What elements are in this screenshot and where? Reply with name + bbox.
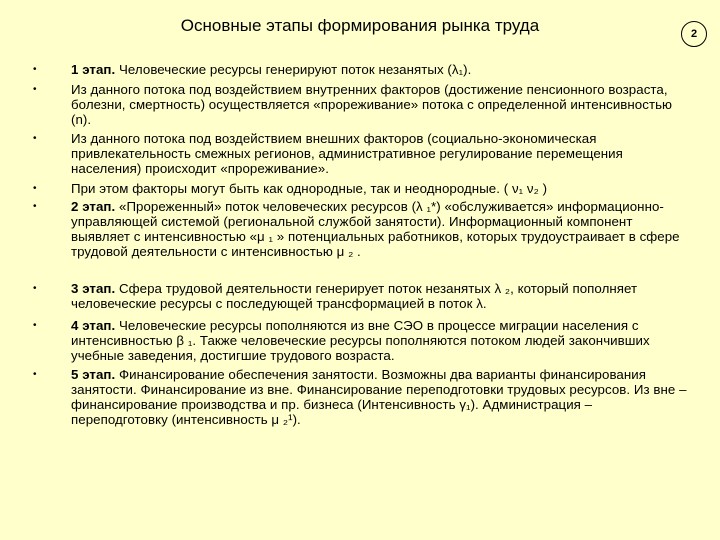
bullet-item-stage-2: [33, 199, 687, 259]
bullet-text: «Прореженный» поток человеческих ресурсов (λ ₁*) «обслуживается» информационно-управляющей системой (региональной службой занятости). Информационный компонент выявляет с интенсивностью «μ ₁ » потенциальных работников, которых трудоустраивает в сфере трудовой деятельности с интенсивностью μ ₂ .: [71, 199, 680, 259]
bullet-lead: 5 этап.: [71, 367, 116, 382]
bullet-icon: •: [33, 283, 37, 294]
bullet-item-stage-1: [33, 62, 687, 77]
bullet-icon: •: [33, 369, 37, 380]
bullet-item-factor-types: [33, 181, 687, 196]
bullet-lead: 2 этап.: [71, 199, 116, 214]
bullet-item-stage-5: [33, 367, 687, 427]
bullet-item-stage-4: [33, 318, 687, 363]
bullet-item-internal-factors: [33, 82, 687, 127]
bullet-text: При этом факторы могут быть как однородные, так и неоднородные. ( ν₁ ν₂ ): [71, 181, 548, 196]
bullet-text: Человеческие ресурсы пополняются из вне СЭО в процессе миграции населения с интенсивностью β ₁. Также человеческие ресурсы пополняются потоком людей закончивших учебные заведения, достигшие трудового возраста.: [71, 318, 650, 363]
bullet-icon: •: [33, 320, 37, 331]
bullet-icon: •: [33, 84, 37, 95]
bullet-icon: •: [33, 133, 37, 144]
bullet-item-external-factors: [33, 131, 687, 176]
bullet-lead: 3 этап.: [71, 281, 116, 296]
bullet-lead: 4 этап.: [71, 318, 116, 333]
bullet-text: Из данного потока под воздействием внутренних факторов (достижение пенсионного возраста, болезни, смертность) осуществляется «прореживание» потока с определенной интенсивностью (n).: [71, 82, 673, 127]
slide-title: Основные этапы формирования рынка труда: [180, 16, 540, 35]
page-number-badge: 2: [681, 21, 707, 47]
bullet-text: Сфера трудовой деятельности генерирует поток незанятых λ ₂, который пополняет человеческие ресурсы с последующей трансформацией в поток λ.: [71, 281, 638, 311]
bullet-lead: 1 этап.: [71, 62, 116, 77]
bullet-text: Финансирование обеспечения занятости. Возможны два варианты финансирования занятости. Финансирование из вне. Финансирование переподготовки трудовых ресурсов. Из вне – финансирование производства и пр. бизнеса (Интенсивность γ₁). Администрация – переподготовку (интенсивность μ ₂¹).: [71, 367, 687, 427]
bullet-icon: •: [33, 183, 37, 194]
bullet-text: Человеческие ресурсы генерируют поток незанятых (λ₁).: [115, 62, 472, 77]
bullet-text: Из данного потока под воздействием внешних факторов (социально-экономическая привлекательность смежных регионов, административное регулирование перемещения населения) происходит «прореживание».: [71, 131, 623, 176]
bullet-item-stage-3: [33, 281, 687, 311]
bullet-icon: •: [33, 201, 37, 212]
bullet-icon: •: [33, 64, 37, 75]
